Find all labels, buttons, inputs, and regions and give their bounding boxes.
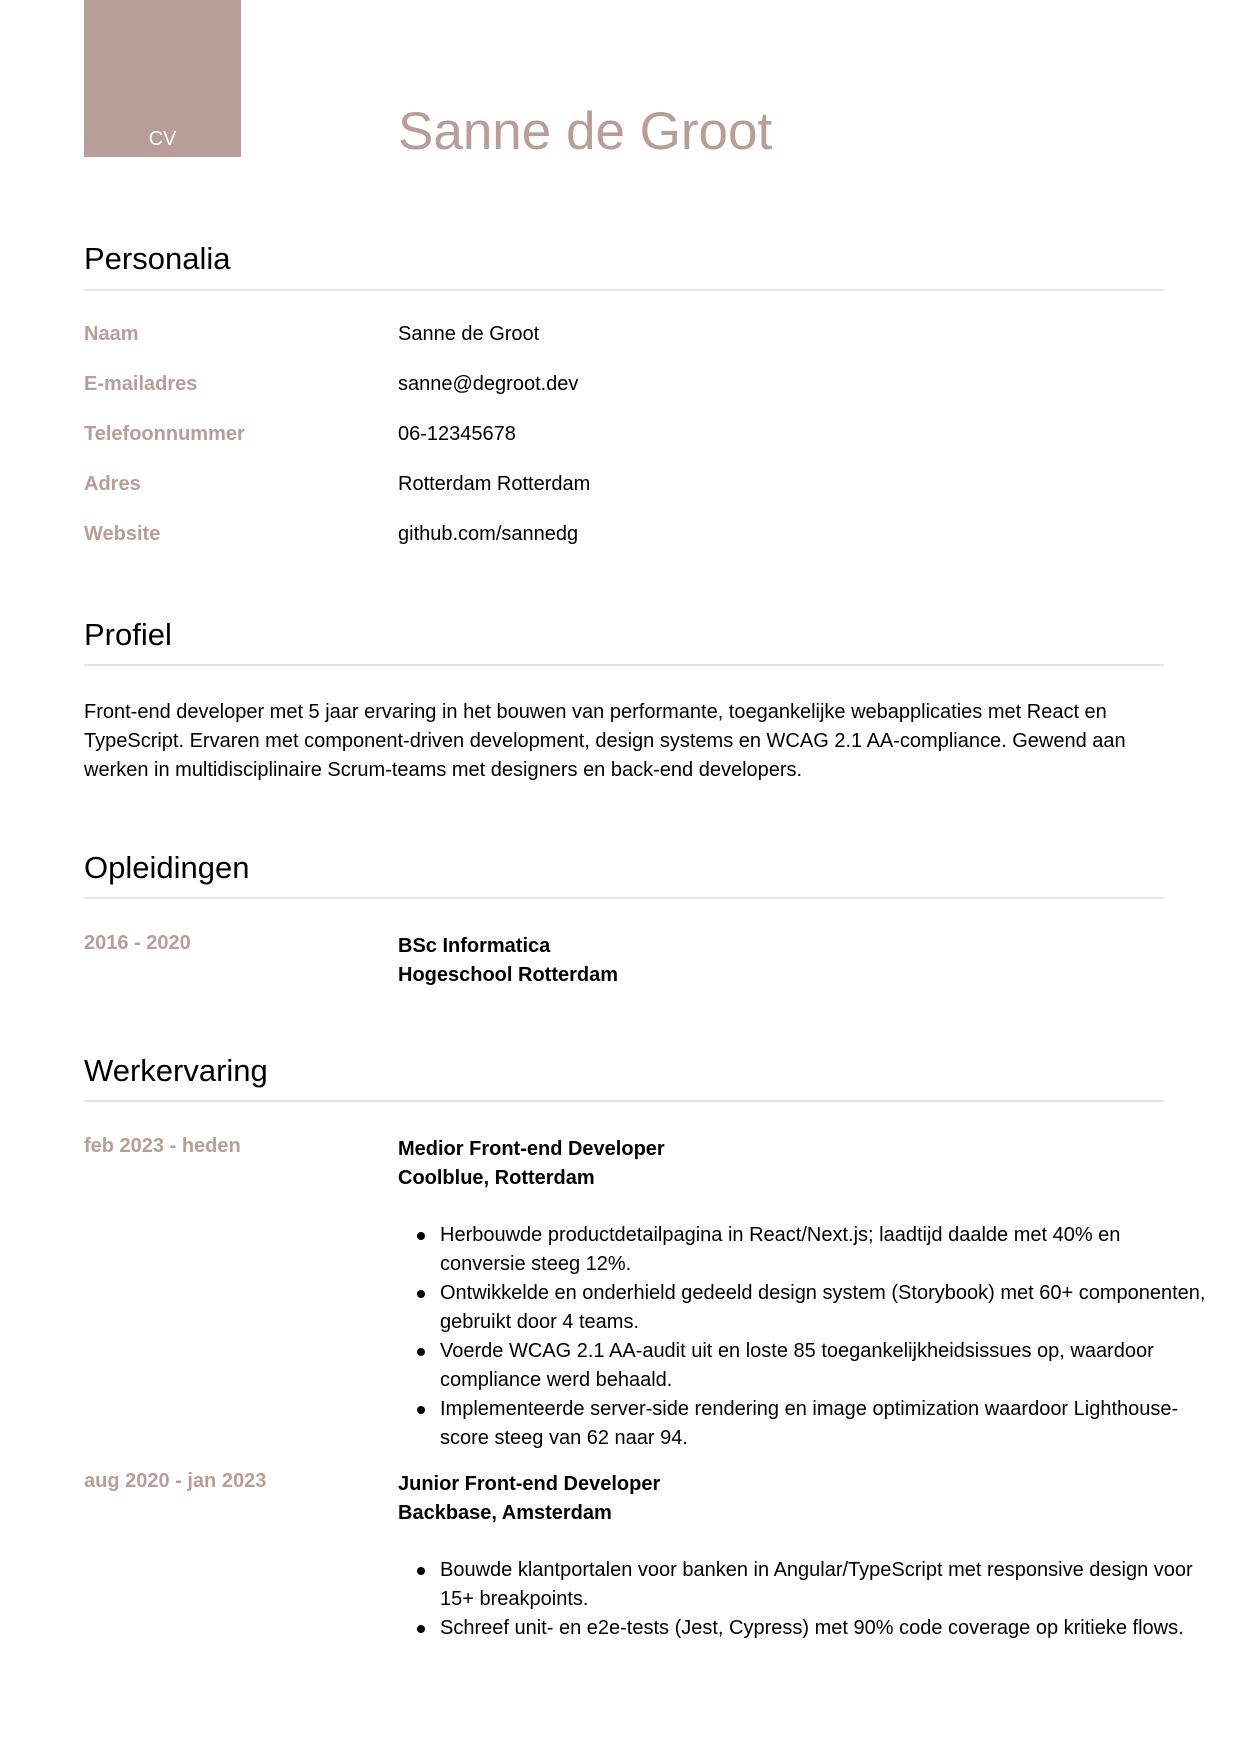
field-value: github.com/sannedg: [398, 523, 579, 545]
work-role: Junior Front-end Developer: [398, 1473, 661, 1495]
list-item: Schreef unit- en e2e-tests (Jest, Cypress) met 90% code coverage op kritieke flows.: [440, 1614, 1206, 1643]
field-label: Telefoonnummer: [84, 423, 245, 445]
profile-text: Front-end developer met 5 jaar ervaring in het bouwen van performante, toegankelijke webapplicaties met React en TypeScript. Ervaren met component-driven development, design systems en WCAG 2.1 AA-compliance. Gewend aan werken in multidisciplinaire Scrum-teams met designers en back-end developers.: [84, 701, 1126, 781]
work-period: feb 2023 - heden: [84, 1135, 241, 1157]
field-value: sanne@degroot.dev: [398, 373, 579, 395]
divider: [84, 664, 1164, 666]
section-werkervaring: [84, 1053, 1206, 1675]
work-heading: [398, 1135, 665, 1193]
education-entry: [84, 932, 1164, 992]
section-personalia: [84, 243, 1164, 543]
work-bullets: [398, 1556, 1206, 1643]
field-value: Sanne de Groot: [398, 323, 540, 345]
section-title-opleidingen: Opleidingen: [84, 850, 250, 885]
list-item: Bouwde klantportalen voor banken in Angular/TypeScript met responsive design voor 15+ breakpoints.: [440, 1556, 1206, 1614]
list-item: Voerde WCAG 2.1 AA-audit uit en loste 85 toegankelijkheidsissues op, waardoor compliance werd behaald.: [440, 1337, 1206, 1395]
work-entry: [84, 1470, 1193, 1670]
section-title-werkervaring: Werkervaring: [84, 1053, 268, 1088]
field-label: E-mailadres: [84, 373, 198, 395]
work-entry: [84, 1135, 1206, 1465]
education-school: Hogeschool Rotterdam: [398, 964, 619, 986]
section-title-profiel: Profiel: [84, 617, 172, 652]
education-details: [398, 932, 618, 990]
education-degree: BSc Informatica: [398, 935, 551, 957]
field-value: Rotterdam Rotterdam: [398, 473, 591, 495]
work-heading: [398, 1470, 660, 1528]
work-bullets: [398, 1221, 1206, 1453]
section-opleidingen: [84, 852, 1164, 992]
section-profiel: [84, 619, 1164, 779]
work-company: Coolblue, Rotterdam: [398, 1167, 595, 1189]
list-item: Ontwikkelde en onderhield gedeeld design system (Storybook) met 60+ componenten, gebruikt door 4 teams.: [440, 1279, 1206, 1337]
page-title: Sanne de Groot: [398, 102, 773, 161]
section-title-personalia: Personalia: [84, 241, 231, 276]
list-item: Herbouwde productdetailpagina in React/Next.js; laadtijd daalde met 40% en conversie steeg 12%.: [440, 1221, 1206, 1279]
cv-badge: [84, 0, 241, 157]
field-label: Adres: [84, 473, 141, 495]
field-value: 06-12345678: [398, 423, 516, 445]
cv-badge-label: CV: [148, 128, 177, 150]
field-label: Naam: [84, 323, 139, 345]
list-item: Implementeerde server-side rendering en image optimization waardoor Lighthouse-score steeg van 62 naar 94.: [440, 1395, 1206, 1453]
work-period: aug 2020 - jan 2023: [84, 1470, 267, 1492]
work-role: Medior Front-end Developer: [398, 1138, 665, 1160]
work-company: Backbase, Amsterdam: [398, 1502, 612, 1524]
divider: [84, 897, 1164, 899]
education-period: 2016 - 2020: [84, 932, 191, 954]
field-label: Website: [84, 523, 161, 545]
divider: [84, 1100, 1164, 1102]
divider: [84, 289, 1164, 291]
